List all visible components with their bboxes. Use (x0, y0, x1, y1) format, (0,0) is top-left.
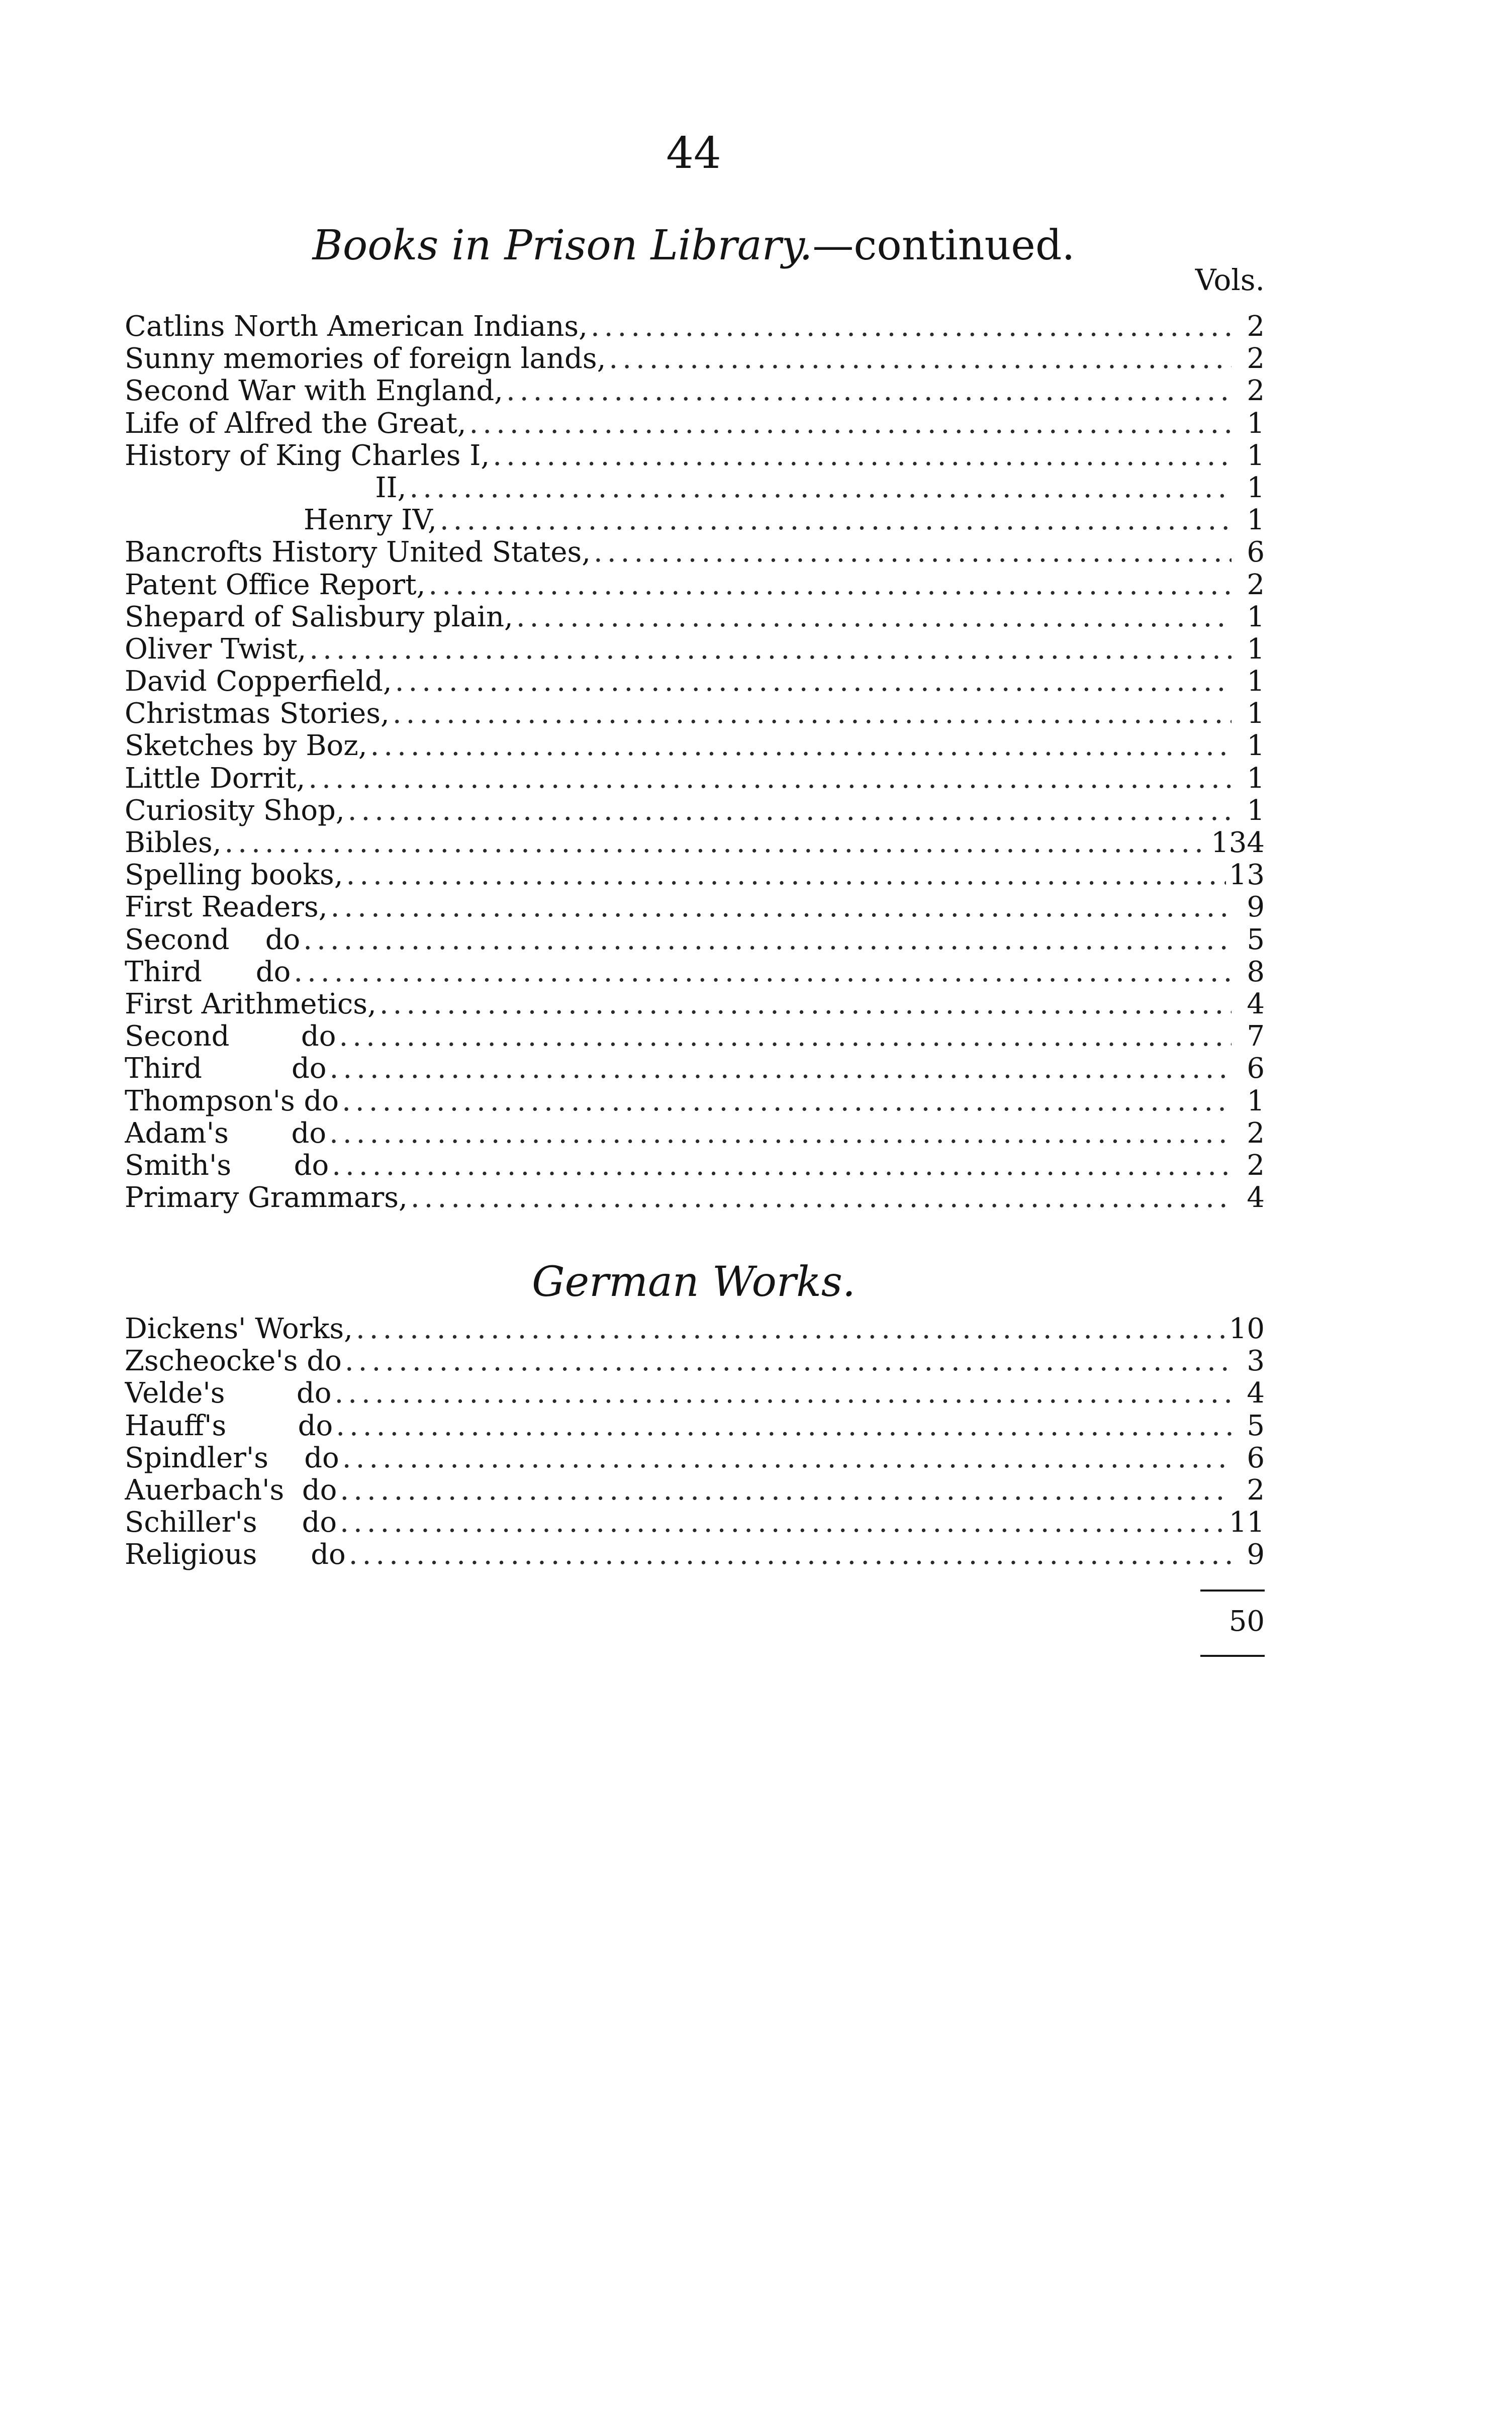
dot-leader (591, 311, 1232, 343)
dot-leader (393, 698, 1232, 730)
volume-count: 6 (1247, 1053, 1265, 1085)
list-item (125, 1539, 1265, 1571)
list-item (125, 601, 1265, 633)
volume-count: 9 (1247, 1539, 1265, 1571)
volume-count: 13 (1228, 859, 1265, 892)
book-title: Auerbach's do (125, 1474, 337, 1507)
dot-leader (225, 827, 1208, 859)
volume-count: 1 (1247, 407, 1265, 440)
book-title: Spelling books, (125, 859, 343, 892)
volume-count: 4 (1247, 1377, 1265, 1410)
dot-leader (411, 1182, 1232, 1214)
volume-count: 4 (1247, 988, 1265, 1020)
volume-count: 9 (1247, 891, 1265, 924)
volume-count: 1 (1247, 794, 1265, 827)
list-item (125, 1313, 1265, 1345)
german-works-list (125, 1313, 1265, 1571)
volume-count: 1 (1247, 1085, 1265, 1117)
german-works-total: 50 (1228, 1605, 1265, 1638)
volume-count: 2 (1247, 375, 1265, 408)
dot-leader (342, 1442, 1232, 1474)
volume-count: 2 (1247, 1117, 1265, 1150)
list-item (125, 1182, 1265, 1214)
volume-count: 134 (1211, 827, 1265, 859)
list-item (125, 311, 1265, 343)
dot-leader (506, 375, 1232, 407)
page-number: 44 (666, 128, 721, 178)
dot-leader (334, 1377, 1232, 1410)
volume-count: 1 (1247, 439, 1265, 472)
book-title: Shepard of Salisbury plain, (125, 601, 513, 633)
dot-leader (356, 1313, 1226, 1345)
volume-count: 3 (1247, 1345, 1265, 1378)
volume-count: 6 (1247, 1442, 1265, 1474)
book-title: Sunny memories of foreign lands, (125, 343, 606, 376)
dot-leader (294, 956, 1232, 988)
dot-leader (332, 1150, 1232, 1182)
book-title: Schiller's do (125, 1507, 337, 1539)
book-title: Zscheocke's do (125, 1345, 342, 1378)
list-item (125, 1020, 1265, 1053)
book-title: Smith's do (125, 1149, 329, 1182)
dot-leader (395, 666, 1232, 698)
book-title: Curiosity Shop, (125, 794, 345, 827)
list-item (125, 536, 1265, 569)
dot-leader (329, 1117, 1232, 1150)
volume-count: 1 (1247, 762, 1265, 795)
list-item (125, 1085, 1265, 1117)
list-item (125, 504, 1265, 536)
list-item (125, 988, 1265, 1020)
list-item (125, 1345, 1265, 1377)
list-item (125, 1150, 1265, 1182)
dot-leader (339, 1020, 1232, 1053)
book-title: Primary Grammars, (125, 1182, 408, 1215)
dot-leader (340, 1507, 1226, 1539)
volume-count: 2 (1247, 1474, 1265, 1507)
dot-leader (380, 988, 1232, 1020)
dot-leader (469, 408, 1232, 440)
book-title: Bancrofts History United States, (125, 536, 591, 569)
list-item (125, 763, 1265, 795)
book-title: Oliver Twist, (125, 633, 307, 666)
volume-count: 11 (1228, 1507, 1265, 1539)
book-title: II, (125, 472, 407, 504)
list-item (125, 1117, 1265, 1150)
list-item (125, 1377, 1265, 1410)
volume-count: 4 (1247, 1182, 1265, 1215)
list-item (125, 795, 1265, 827)
list-item (125, 859, 1265, 891)
list-item (125, 1474, 1265, 1507)
book-title: Catlins North American Indians, (125, 311, 588, 343)
book-title: David Copperfield, (125, 666, 392, 698)
section-title-suffix: —continued. (812, 222, 1075, 269)
volume-count: 5 (1247, 1410, 1265, 1442)
book-title: Thompson's do (125, 1085, 339, 1117)
dot-leader (340, 1474, 1232, 1507)
dot-leader (516, 601, 1232, 633)
book-title: Hauff's do (125, 1410, 333, 1442)
volume-count: 2 (1247, 1149, 1265, 1182)
book-title: Little Dorrit, (125, 762, 306, 795)
volume-count: 1 (1247, 601, 1265, 633)
book-title: Patent Office Report, (125, 569, 426, 601)
list-item (125, 698, 1265, 730)
section-title-german-works (0, 1258, 1387, 1306)
book-title: Religious do (125, 1539, 346, 1571)
dot-leader (345, 1345, 1232, 1377)
volume-count: 10 (1228, 1313, 1265, 1345)
total-rule-top (1200, 1590, 1265, 1592)
book-title: Second do (125, 1020, 336, 1053)
dot-leader (493, 440, 1232, 472)
book-title: Henry IV, (125, 504, 437, 537)
dot-leader (428, 569, 1232, 601)
list-item (125, 569, 1265, 601)
dot-leader (609, 343, 1232, 375)
volume-count: 1 (1247, 666, 1265, 698)
section-title-italic: Books in Prison Library. (312, 222, 813, 269)
book-title: Second War with England, (125, 375, 503, 408)
volume-count: 1 (1247, 633, 1265, 666)
volume-count: 8 (1247, 956, 1265, 988)
volume-count: 1 (1247, 698, 1265, 730)
list-item (125, 924, 1265, 956)
list-item (125, 408, 1265, 440)
volume-count: 2 (1247, 569, 1265, 601)
dot-leader (309, 633, 1232, 666)
book-title: Third do (125, 956, 291, 988)
dot-leader (336, 1410, 1232, 1442)
list-item (125, 343, 1265, 375)
list-item (125, 375, 1265, 407)
german-works-title: German Works. (532, 1258, 856, 1306)
dot-leader (342, 1085, 1232, 1117)
list-item (125, 827, 1265, 859)
dot-leader (594, 536, 1232, 569)
list-item (125, 891, 1265, 923)
book-title: Velde's do (125, 1377, 332, 1410)
dot-leader (308, 763, 1232, 795)
dot-leader (349, 1539, 1232, 1571)
list-item (125, 956, 1265, 988)
book-title: Adam's do (125, 1117, 327, 1150)
section-title-books-in-prison-library (0, 222, 1387, 269)
dot-leader (331, 891, 1232, 923)
dot-leader (330, 1053, 1232, 1085)
volume-count: 5 (1247, 923, 1265, 956)
dot-leader (346, 859, 1226, 891)
list-item (125, 633, 1265, 666)
book-title: Third do (125, 1053, 327, 1085)
vols-column-header: Vols. (1195, 263, 1265, 297)
list-item (125, 1507, 1265, 1539)
list-item (125, 1442, 1265, 1474)
book-title: First Arithmetics, (125, 988, 376, 1020)
book-title: History of King Charles I, (125, 439, 490, 472)
book-title: Dickens' Works, (125, 1313, 353, 1345)
book-title: Spindler's do (125, 1442, 339, 1474)
volume-count: 2 (1247, 343, 1265, 376)
dot-leader (409, 472, 1232, 504)
dot-leader (440, 504, 1232, 536)
dot-leader (303, 924, 1232, 956)
book-title: Christmas Stories, (125, 698, 390, 730)
list-item (125, 1410, 1265, 1442)
volume-count: 2 (1247, 311, 1265, 343)
volume-count: 7 (1247, 1020, 1265, 1053)
total-rule-bottom (1200, 1655, 1265, 1657)
dot-leader (370, 730, 1232, 762)
book-title: Life of Alfred the Great, (125, 407, 466, 440)
volume-count: 6 (1247, 536, 1265, 569)
book-title: Bibles, (125, 827, 222, 859)
book-title: Sketches by Boz, (125, 730, 367, 763)
list-item (125, 440, 1265, 472)
prison-library-book-list (125, 311, 1265, 1214)
list-item (125, 1053, 1265, 1085)
list-item (125, 666, 1265, 698)
book-title: First Readers, (125, 891, 328, 924)
dot-leader (348, 795, 1232, 827)
book-title: Second do (125, 923, 301, 956)
list-item (125, 472, 1265, 504)
volume-count: 1 (1247, 472, 1265, 504)
volume-count: 1 (1247, 730, 1265, 763)
list-item (125, 730, 1265, 762)
volume-count: 1 (1247, 504, 1265, 537)
